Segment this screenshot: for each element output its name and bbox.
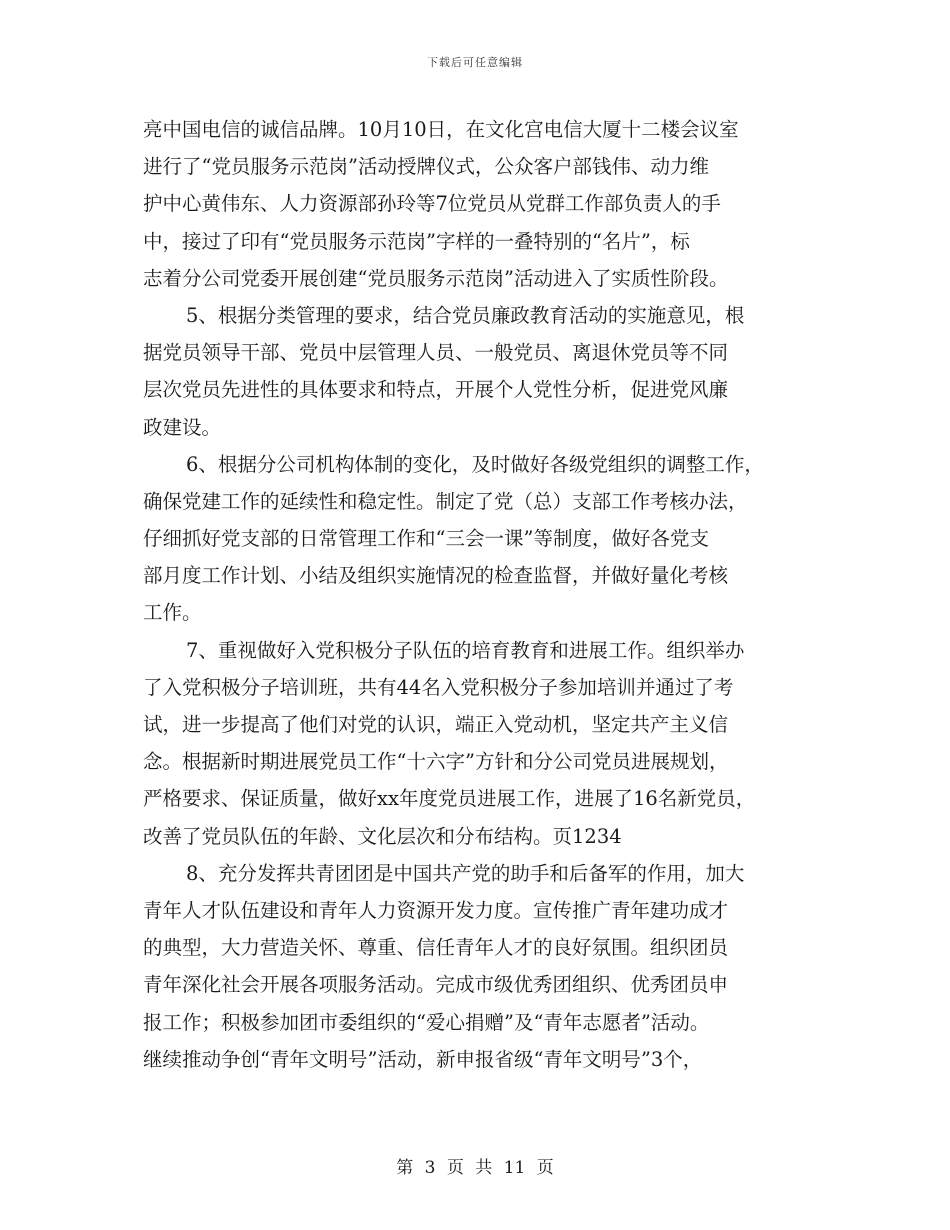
text-line: 继续推动争创“青年文明号”活动，新申报省级“青年文明号”3个， [143, 1047, 703, 1071]
page-header: 下载后可任意编辑 [427, 56, 523, 69]
text-line: 中，接过了印有“党员服务示范岗”字样的一叠特别的“名片”，标 [143, 229, 690, 253]
text-line: 志着分公司党委开展创建“党员服务示范岗”活动进入了实质性阶段。 [143, 266, 729, 290]
text-line: 的典型，大力营造关怀、尊重、信任青年人才的良好氛围。组织团员 [143, 936, 729, 960]
paragraph-5-start: 5、根据分类管理的要求，结合党员廉政教育活动的实施意见，根 [186, 303, 745, 327]
text-line: 仔细抓好党支部的日常管理工作和“三会一课”等制度，做好各党支 [143, 527, 709, 551]
text-line: 试，进一步提高了他们对党的认识，端正入党动机，坚定共产主义信 [143, 713, 729, 736]
paragraph-7-start: 7、重视做好入党积极分子队伍的培育教育和进展工作。组织举办 [186, 638, 745, 662]
text-line: 亮中国电信的诚信品牌。10月10日，在文化宫电信大厦十二楼会议室 [143, 118, 739, 141]
text-line: 据党员领导干部、党员中层管理人员、一般党员、离退休党员等不同 [143, 341, 729, 365]
paragraph-6-start: 6、根据分公司机构体制的变化，及时做好各级党组织的调整工作， [186, 452, 764, 476]
text-line: 进行了“党员服务示范岗”活动授牌仪式，公众客户部钱伟、动力维 [143, 155, 709, 179]
text-line: 报工作；积极参加团市委组织的“爱心捐赠”及“青年志愿者”活动。 [143, 1010, 710, 1034]
paragraph-8-start: 8、充分发挥共青团团是中国共产党的助手和后备军的作用，加大 [186, 861, 745, 885]
page-footer: 第 3 页 共 11 页 [396, 1158, 554, 1178]
text-line: 政建设。 [143, 415, 222, 439]
text-line: 念。根据新时期进展党员工作“十六字”方针和分公司党员进展规划， [143, 750, 729, 774]
text-line: 层次党员先进性的具体要求和特点，开展个人党性分析，促进党风廉 [143, 378, 729, 402]
text-line: 护中心黄伟东、人力资源部孙玲等7位党员从党群工作部负责人的手 [143, 192, 721, 216]
text-line: 工作。 [143, 601, 202, 625]
text-line: 确保党建工作的延续性和稳定性。制定了党（总）支部工作考核办法， [143, 489, 748, 513]
text-line: 了入党积极分子培训班，共有44名入党积极分子参加培训并通过了考 [143, 675, 734, 699]
body-text [143, 111, 823, 1078]
text-line: 部月度工作计划、小结及组织实施情况的检查监督，并做好量化考核 [143, 564, 729, 588]
text-line: 严格要求、保证质量，做好xx年度党员进展工作，进展了16名新党员， [143, 787, 756, 811]
text-line: 青年深化社会开展各项服务活动。完成市级优秀团组织、优秀团员申 [143, 973, 729, 997]
text-line: 青年人才队伍建设和青年人力资源开发力度。宣传推广青年建功成才 [143, 898, 729, 922]
text-line: 改善了党员队伍的年龄、文化层次和分布结构。页1234 [143, 824, 622, 848]
